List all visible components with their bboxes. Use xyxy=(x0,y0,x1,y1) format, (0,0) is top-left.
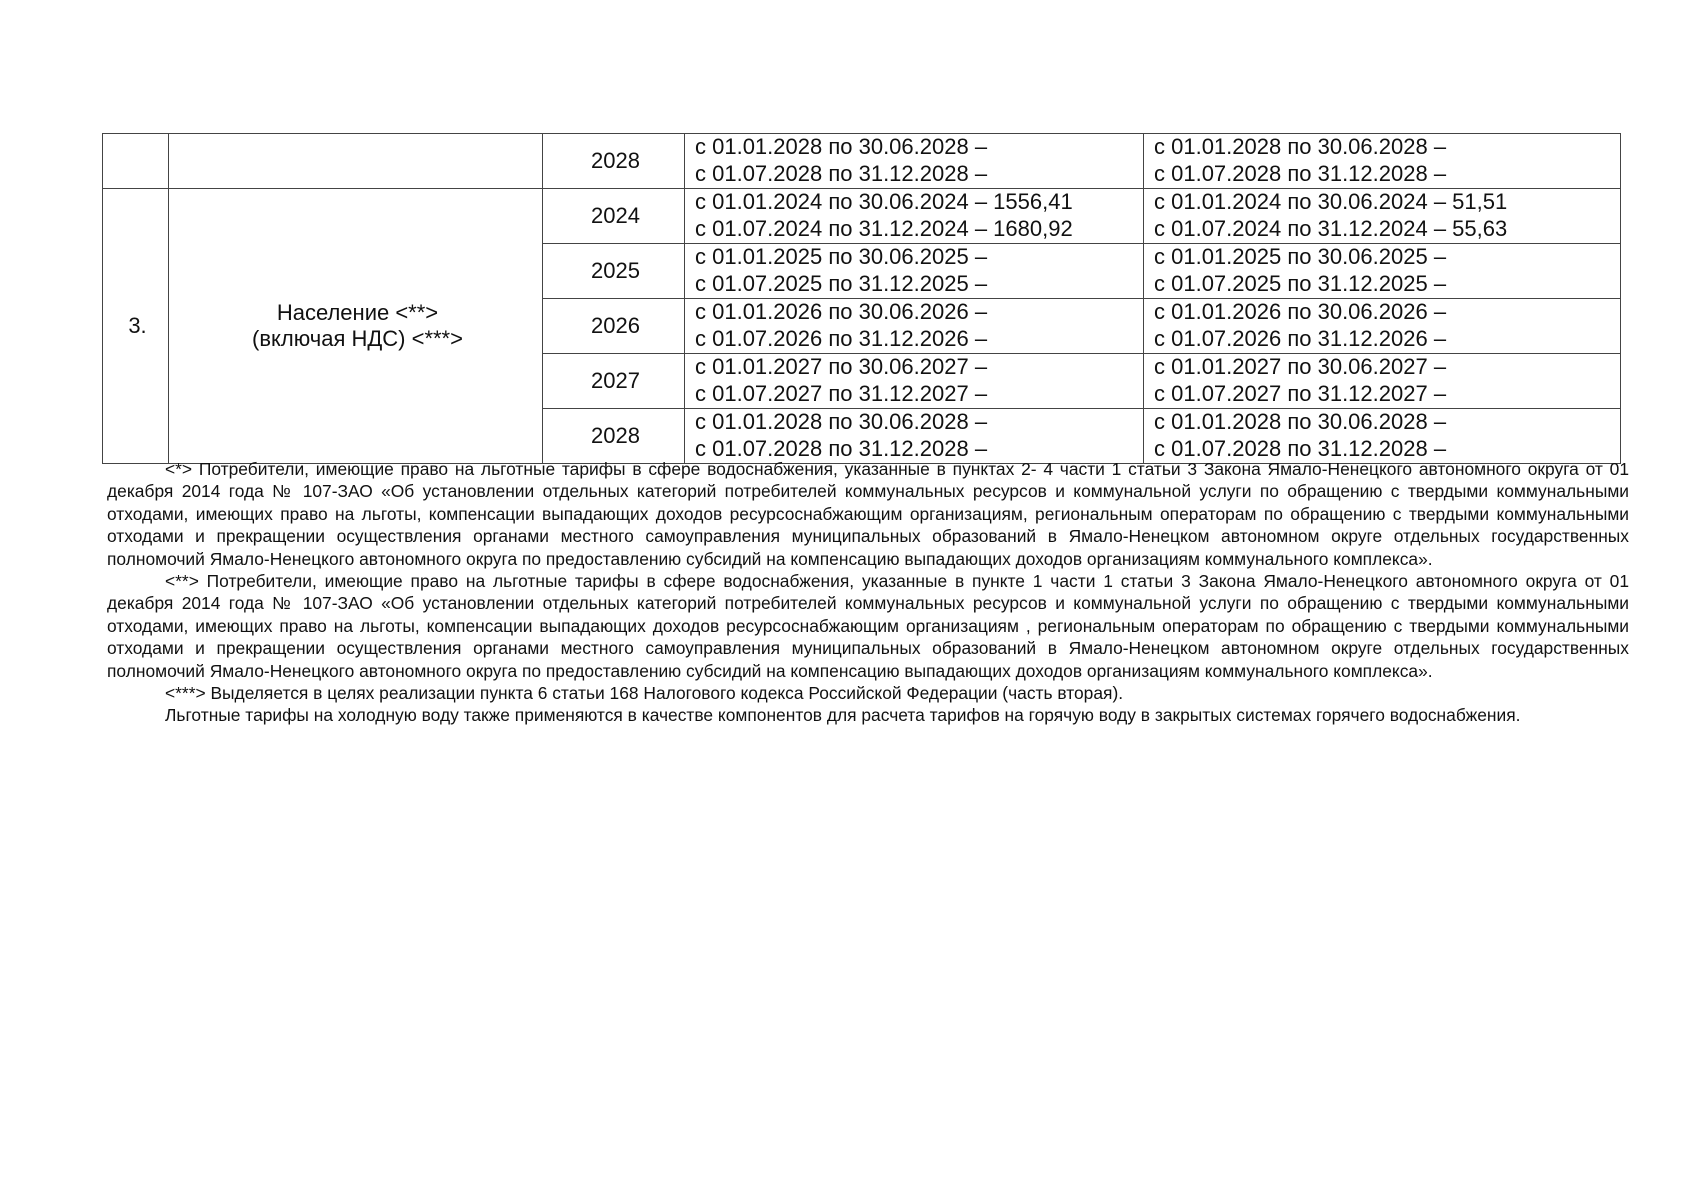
row-number-cell: 3. xyxy=(103,189,169,464)
footnotes xyxy=(107,458,1629,727)
period-line: с 01.07.2025 по 31.12.2025 – xyxy=(695,271,988,296)
period-line: с 01.07.2028 по 31.12.2028 – xyxy=(1154,436,1447,461)
period-line: с 01.07.2026 по 31.12.2026 – xyxy=(695,326,988,351)
period-line: с 01.01.2024 по 30.06.2024 – 1556,41 xyxy=(695,189,1073,214)
tariff-cell xyxy=(685,354,1144,409)
period-line: с 01.01.2028 по 30.06.2028 – xyxy=(695,134,988,159)
period-line: с 01.07.2027 по 31.12.2027 – xyxy=(1154,381,1447,406)
footnote-single-asterisk: <*> Потребители, имеющие право на льготные тарифы в сфере водоснабжения, указанные в пунктах 2- 4 части 1 статьи 3 Закона Ямало-Ненецкого автономного округа от 01 декабря 2014 года № 107-ЗАО «Об установлении отдельных категорий потребителей коммунальных ресурсов и коммунальной услуги по обращению с твердыми коммунальными отходами, имеющих право на льготы, компенсации выпадающих доходов ресурсоснабжающим организациям, региональным операторам по обращению с твердыми коммунальными отходами и прекращении осуществления органами местного самоуправления муниципальных образований в Ямало-Ненецком автономном округе отдельных государственных полномочий Ямало-Ненецкого автономного округа по предоставлению субсидий на компенсацию выпадающих доходов организациям коммунального комплекса». xyxy=(107,459,1629,569)
tariff-cell xyxy=(1144,409,1621,464)
year-cell: 2025 xyxy=(543,244,685,299)
year-cell: 2028 xyxy=(543,134,685,189)
tariff-cell xyxy=(1144,299,1621,354)
period-line: с 01.07.2024 по 31.12.2024 – 55,63 xyxy=(1154,216,1508,241)
period-line: с 01.07.2028 по 31.12.2028 – xyxy=(1154,161,1447,186)
tariff-cell xyxy=(685,134,1144,189)
period-line: с 01.01.2028 по 30.06.2028 – xyxy=(1154,134,1447,159)
period-line: с 01.07.2026 по 31.12.2026 – xyxy=(1154,326,1447,351)
period-line: с 01.01.2026 по 30.06.2026 – xyxy=(1154,299,1447,324)
period-line: с 01.01.2028 по 30.06.2028 – xyxy=(1154,409,1447,434)
period-line: с 01.07.2028 по 31.12.2028 – xyxy=(695,436,988,461)
tariff-cell xyxy=(1144,189,1621,244)
hot-water-note: Льготные тарифы на холодную воду также применяются в качестве компонентов для расчета тарифов на горячую воду в закрытых системах горячего водоснабжения. xyxy=(165,705,1521,726)
category-name: Население <**> xyxy=(276,300,439,325)
table-row xyxy=(103,189,1621,244)
category-vat-note: (включая НДС) <***> xyxy=(252,326,463,351)
tariff-table xyxy=(102,133,1621,464)
year-cell: 2027 xyxy=(543,354,685,409)
category-cell xyxy=(169,134,543,189)
footnote-double-asterisk: <**> Потребители, имеющие право на льготные тарифы в сфере водоснабжения, указанные в пункте 1 части 1 статьи 3 Закона Ямало-Ненецкого автономного округа от 01 декабря 2014 года № 107-ЗАО «Об установлении отдельных категорий потребителей коммунальных ресурсов и коммунальной услуги по обращению с твердыми коммунальными отходами, имеющих право на льготы, компенсации выпадающих доходов ресурсоснабжающим организациям , региональным операторам по обращению с твердыми коммунальными отходами и прекращении осуществления органами местного самоуправления муниципальных образований в Ямало-Ненецком автономном округе отдельных государственных полномочий Ямало-Ненецкого автономного округа по предоставлению субсидий на компенсацию выпадающих доходов организациям коммунального комплекса». xyxy=(107,571,1629,681)
tariff-cell xyxy=(1144,134,1621,189)
tariff-cell xyxy=(685,244,1144,299)
period-line: с 01.01.2026 по 30.06.2026 – xyxy=(695,299,988,324)
year-cell: 2028 xyxy=(543,409,685,464)
category-cell xyxy=(169,189,543,464)
year-cell: 2024 xyxy=(543,189,685,244)
period-line: с 01.01.2027 по 30.06.2027 – xyxy=(1154,354,1447,379)
period-line: с 01.01.2027 по 30.06.2027 – xyxy=(695,354,988,379)
period-line: с 01.01.2028 по 30.06.2028 – xyxy=(695,409,988,434)
footnote-triple-asterisk: <***> Выделяется в целях реализации пункта 6 статьи 168 Налогового кодекса Российской Федерации (часть вторая). xyxy=(165,683,1124,704)
period-line: с 01.01.2025 по 30.06.2025 – xyxy=(1154,244,1447,269)
row-number-cell xyxy=(103,134,169,189)
period-line: с 01.07.2024 по 31.12.2024 – 1680,92 xyxy=(695,216,1073,241)
tariff-cell xyxy=(685,299,1144,354)
table-row xyxy=(103,134,1621,189)
period-line: с 01.01.2024 по 30.06.2024 – 51,51 xyxy=(1154,189,1508,214)
period-line: с 01.07.2027 по 31.12.2027 – xyxy=(695,381,988,406)
period-line: с 01.07.2028 по 31.12.2028 – xyxy=(695,161,988,186)
tariff-cell xyxy=(685,409,1144,464)
period-line: с 01.01.2025 по 30.06.2025 – xyxy=(695,244,988,269)
tariff-cell xyxy=(685,189,1144,244)
tariff-cell xyxy=(1144,354,1621,409)
year-cell: 2026 xyxy=(543,299,685,354)
tariff-cell xyxy=(1144,244,1621,299)
period-line: с 01.07.2025 по 31.12.2025 – xyxy=(1154,271,1447,296)
